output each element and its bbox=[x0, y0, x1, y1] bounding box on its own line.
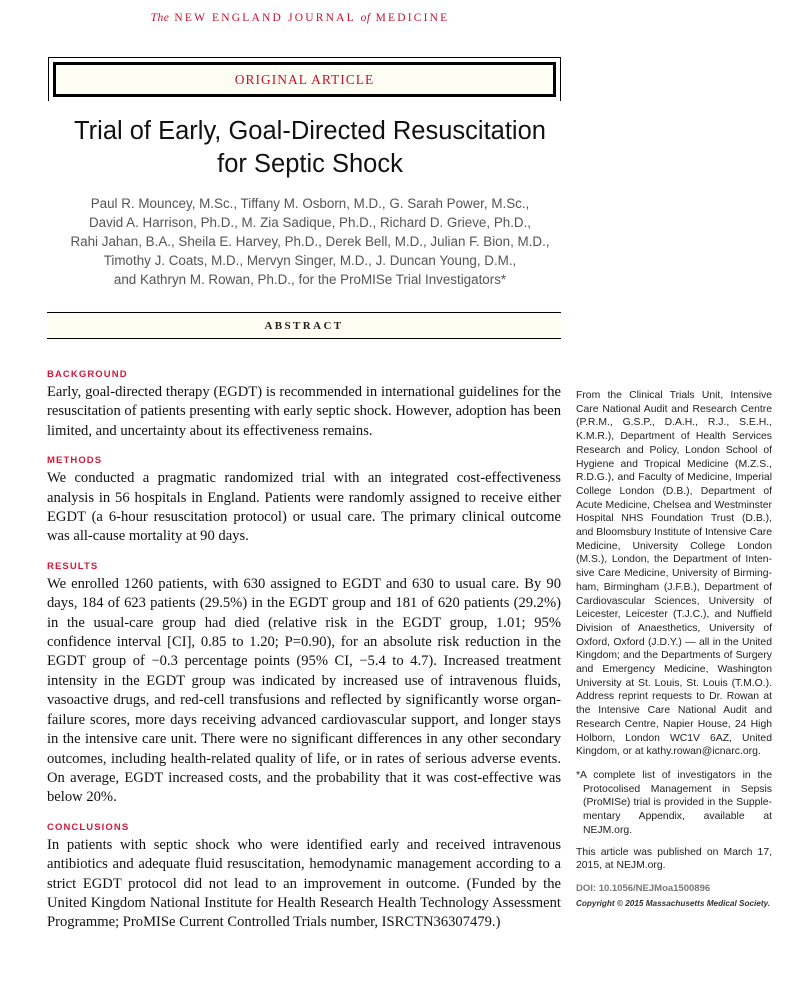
doi bbox=[576, 882, 772, 895]
abstract-section-background bbox=[47, 369, 561, 441]
journal-name-part1: NEW ENGLAND JOURNAL bbox=[174, 12, 356, 24]
author-affiliations bbox=[576, 389, 772, 759]
abstract-section-results bbox=[47, 561, 561, 808]
section-text: We enrolled 1260 patients, with 630 assigned to EGDT and 630 to usual care. By 90 days, 184 of 623 patients (29.5%) in the EGDT group and 181 of 620 patients (29.2%) in the usual-care group had died (relative risk in the EGDT group, 1.01; 95% confidence interval [CI], 0.85 to 1.20; P=0.90), for an absolute risk reduction in the EGDT group of −0.3 percentage points (95% CI, −5.4 to 4.7). Increased treatment intensity in the EGDT group was indicated by increased use of intravenous fluids, vasoactive drugs, and red-cell transfusions and reflected by significantly worse organ-failure scores, more days receiving advanced cardiovascular support, and longer stays in the intensive care unit. There were no significant differences in any other secondary outcomes, including health-related quality of life, or in rates of serious adverse events. On average, EGDT increased costs, and the probability that it was cost-effective was below 20%. bbox=[47, 575, 561, 806]
article-header bbox=[40, 115, 580, 289]
section-text: Early, goal-directed therapy (EGDT) is recommended in international guidelines for the resuscitation of patients presenting with early septic shock. However, adoption has been limited, and uncertainty about its effectiveness remains. bbox=[47, 384, 561, 439]
section-text: We conducted a pragmatic randomized trial with an integrated cost-effectiveness analysis in 56 hospitals in England. Patients were randomly assigned to receive either EGDT (a 6-hour resuscitation protocol) or usual care. The primary clinical outcome was all-cause mortality at 90 days. bbox=[47, 470, 561, 545]
author-line: David A. Harrison, Ph.D., M. Zia Sadique, Ph.D., Richard D. Grieve, Ph.D., bbox=[88, 215, 532, 230]
journal-name-part2: MEDICINE bbox=[375, 12, 450, 24]
author-line: Rahi Jahan, B.A., Sheila E. Harvey, Ph.D., Derek Bell, M.D., Julian F. Bion, M.D., bbox=[70, 234, 550, 249]
author-list bbox=[40, 194, 580, 289]
abstract-section-conclusions bbox=[47, 822, 561, 933]
doi-text: DOI: 10.1056/NEJMoa1500896 bbox=[576, 882, 711, 894]
title-line-1: Trial of Early, Goal-Directed Resuscitation bbox=[74, 117, 546, 145]
publication-note bbox=[576, 846, 772, 873]
copyright-text: Copyright © 2015 Massachusetts Medical Society. bbox=[576, 898, 771, 908]
abstract-heading: ABSTRACT bbox=[264, 319, 344, 332]
footnote-text: *A complete list of investigators in the Protocolised Management in Sepsis (ProMISe) trial is provided in the Supplementary Appendix, available at NEJM.org. bbox=[576, 769, 772, 836]
section-label: METHODS bbox=[47, 455, 103, 467]
article-type: ORIGINAL ARTICLE bbox=[234, 71, 375, 87]
journal-prefix: The bbox=[150, 12, 170, 24]
section-label: CONCLUSIONS bbox=[47, 821, 130, 833]
section-text: In patients with septic shock who were identified early and received intravenous antibiotics and adequate fluid resuscitation, hemodynamic management according to a strict EGDT protocol did not lead to an improvement in outcome. (Funded by the United Kingdom National Institute for Health Research Health Technology Assessment Programme; ProMISe Current Controlled Trials number, ISRCTN36307479.) bbox=[47, 836, 561, 931]
article-title bbox=[40, 115, 580, 181]
journal-connector: of bbox=[360, 12, 371, 24]
section-label: RESULTS bbox=[47, 560, 99, 572]
abstract-section-methods bbox=[47, 455, 561, 547]
title-line-2: for Septic Shock bbox=[217, 150, 403, 178]
section-label: BACKGROUND bbox=[47, 369, 128, 380]
affiliations-text: From the Clinical Trials Unit, Intensive Care National Audit and Research Centre (P.R.M., G.S.P., D.A.H., R.J., S.E.H., K.M.R.), Department of Health Services Research and Policy, London School of Hygiene and Tropical Medicine (M.Z.S., R.D.G.), and Faculty of Medicine, Imperial College London (D.B.), Department of Acute Medicine, Chelsea and Westminster Hospital NHS Foundation Trust (D.B.), and Bloomsbury Institute of Intensive Care Medicine, University College London (M.S.), London, the Department of Intensive Care Medicine, University of Birmingham, Birmingham (J.F.B.), Department of Cardiovascular Sciences, University of Leicester, Leicester (T.J.C.), and Nuffield Division of Anaesthetics, University of Oxford, Oxford (J.D.Y.) — all in the United Kingdom; and the Departments of Surgery and Emergency Medicine, Washington University at St. Louis, St. Louis (T.M.O.). Address reprint requests to Dr. Rowan at the Intensive Care National Audit and Research Centre, Napier House, 24 High Holborn, London WC1V 6AZ, United Kingdom, or at kathy.rowan@icnarc.org. bbox=[576, 390, 772, 758]
author-line: Paul R. Mouncey, M.Sc., Tiffany M. Osborn, M.D., G. Sarah Power, M.Sc., bbox=[90, 196, 530, 211]
article-type-box bbox=[53, 62, 556, 97]
journal-masthead bbox=[0, 10, 600, 26]
sidebar bbox=[576, 389, 772, 910]
author-line: and Kathryn M. Rowan, Ph.D., for the ProMISe Trial Investigators* bbox=[113, 272, 507, 287]
published-text: This article was published on March 17, 2015, at NEJM.org. bbox=[576, 846, 772, 872]
investigators-footnote bbox=[576, 769, 772, 838]
copyright bbox=[576, 898, 772, 910]
author-line: Timothy J. Coats, M.D., Mervyn Singer, M.D., J. Duncan Young, D.M., bbox=[103, 253, 517, 268]
abstract-body bbox=[47, 369, 561, 947]
abstract-heading-band bbox=[47, 312, 561, 339]
